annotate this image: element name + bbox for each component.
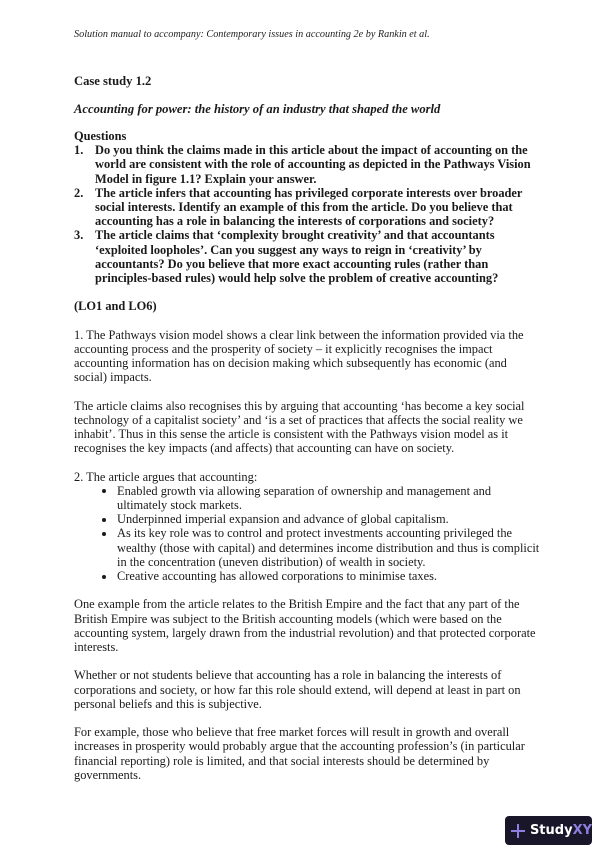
- questions-heading: Questions: [74, 129, 127, 143]
- answer-2-paragraph-3: Whether or not students believe that accounting has a role in balancing the interests of corporations and society, or how far this role should extend, will depend at least in part on personal beliefs and this is subjective.: [74, 668, 521, 711]
- question-item: [74, 186, 542, 229]
- questions-list: [74, 143, 542, 285]
- answer-2-intro: 2. The article argues that accounting:: [74, 469, 258, 484]
- learning-outcomes: (LO1 and LO6): [74, 299, 157, 314]
- answer-2-paragraph-2: One example from the article relates to the British Empire and the fact that any part of the British Empire was subject to the British accounting models (which were based on the accounting system, largely drawn from the industrial revolution) and that protected corporate interests.: [74, 597, 536, 655]
- bullet-item: Enabled growth via allowing separation of ownership and management and ultimately stock markets.: [117, 484, 542, 512]
- running-header: Solution manual to accompany: Contemporary issues in accounting 2e by Rankin et al.: [74, 29, 430, 40]
- answer-2-bullet-list: [74, 484, 542, 583]
- question-text: The article infers that accounting has privileged corporate interests over broader social interests. Identify an example of this from the article. Do you believe that accounting has a role in balancing the interests of corporations and society?: [95, 185, 523, 229]
- question-number: 2.: [74, 185, 84, 200]
- question-number: 3.: [74, 228, 84, 243]
- bullet-item: Underpinned imperial expansion and advance of global capitalism.: [117, 512, 542, 526]
- question-item: [74, 228, 542, 285]
- studyxy-badge[interactable]: [505, 816, 592, 845]
- plus-icon: [511, 824, 524, 838]
- question-item: [74, 143, 542, 186]
- question-text: Do you think the claims made in this article about the impact of accounting on the world are consistent with the role of accounting as depicted in the Pathways Vision Model in figure 1.1? Explain your answer.: [95, 143, 531, 186]
- article-title: Accounting for power: the history of an industry that shaped the world: [74, 102, 441, 116]
- answer-2-paragraph-4: For example, those who believe that free market forces will result in growth and overall increases in prosperity would probably argue that the accounting profession’s (in particular financial reporting) role is limited, and that social interests should be determined by governments.: [74, 725, 525, 782]
- answer-1-paragraph-1: 1. The Pathways vision model shows a clear link between the information provided via the accounting process and the prosperity of society – it explicitly recognises the impact accounting information has on decision making which subsequently has economic (and social) impacts.: [74, 327, 524, 385]
- bullet-item: Creative accounting has allowed corporations to minimise taxes.: [117, 569, 542, 583]
- brand-name-main: Study: [529, 823, 573, 838]
- question-number: 1.: [74, 143, 84, 158]
- bullet-item: As its key role was to control and protect investments accounting privileged the wealthy (those with capital) and determines income distribution and thus is complicit in the concentration (uneven distribution) of wealth in society.: [117, 526, 542, 569]
- document-body: [74, 129, 542, 782]
- case-study-label: Case study 1.2: [74, 74, 152, 88]
- answer-1-paragraph-2: The article claims also recognises this by arguing that accounting ‘has become a key social technology of a capitalist society’ and ‘is a set of practices that affects the social reality we inhabit’. Thus in this sense the article is consistent with the Pathways vision model as it recognises the key impacts (and affects) that accounting can have on society.: [74, 398, 525, 456]
- question-text: The article claims that ‘complexity brought creativity’ and that accountants ‘exploited loopholes’. Can you suggest any ways to reign in ‘creativity’ by accountants? Do you believe that more exact accounting rules (rather than principles-based rules) would help solve the problem of creative accounting?: [95, 228, 499, 286]
- brand-name-accent: XY: [572, 823, 592, 838]
